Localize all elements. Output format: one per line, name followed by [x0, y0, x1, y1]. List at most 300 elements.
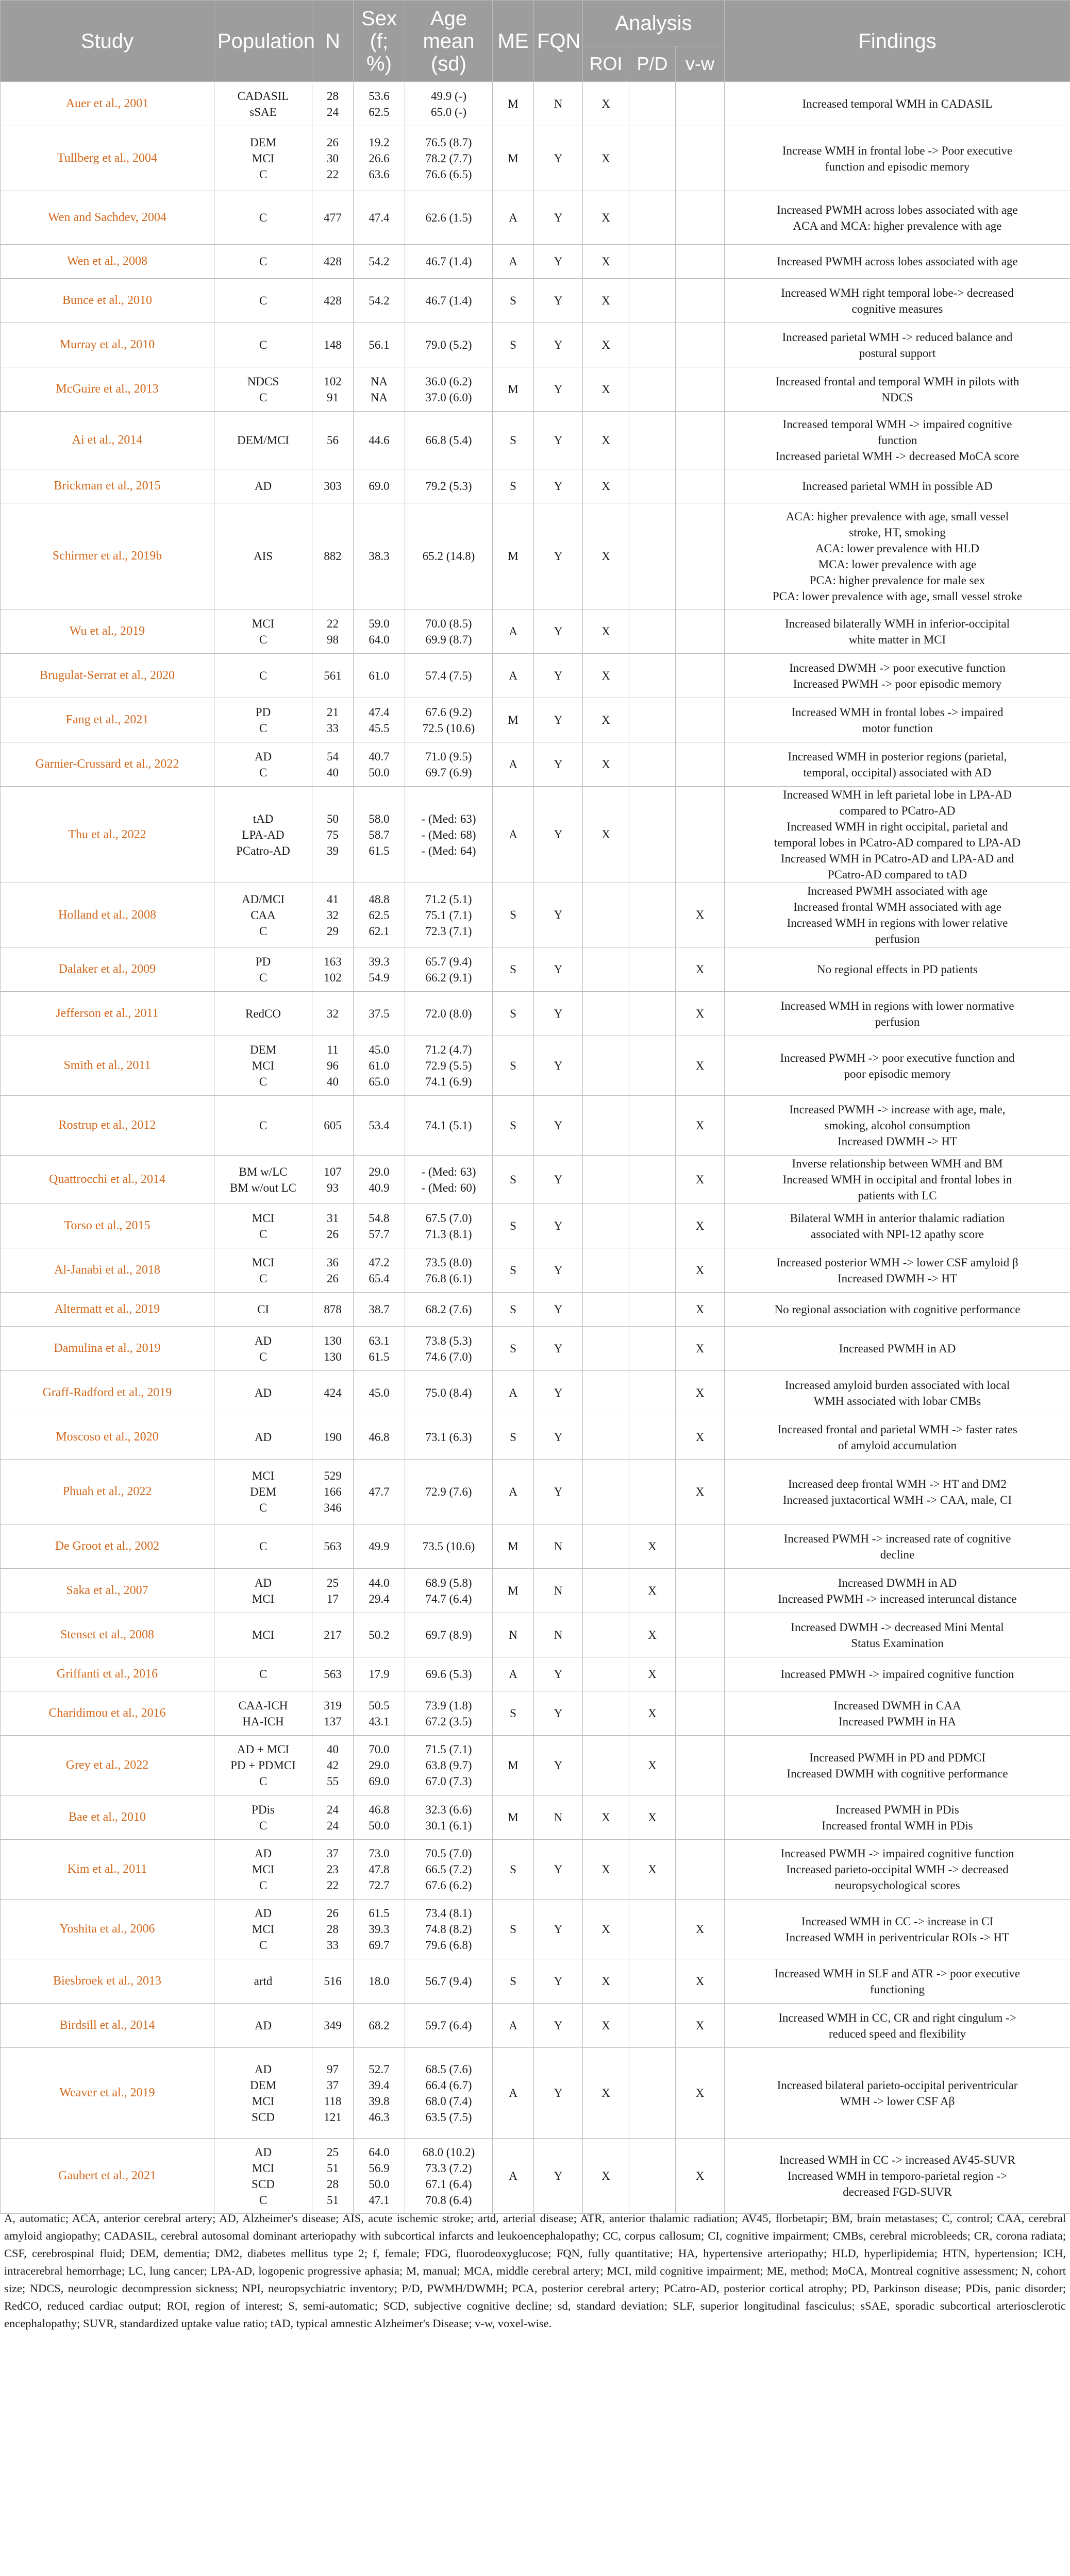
findings-cell-line: Increased DWMH with cognitive performance — [787, 1767, 1008, 1780]
population-cell — [214, 1736, 312, 1795]
study-cell[interactable]: Charidimou et al., 2016 — [1, 1691, 214, 1736]
population-cell-line: C — [259, 211, 268, 224]
method-cell: S — [493, 1293, 534, 1327]
sex-cell-line: 53.4 — [369, 1119, 390, 1132]
method-cell: S — [493, 1415, 534, 1460]
study-cell[interactable]: Wu et al., 2019 — [1, 609, 214, 654]
n-cell-line: 29 — [327, 924, 339, 938]
vw-cell: X — [676, 883, 725, 947]
sex-cell — [354, 2004, 405, 2048]
population-cell — [214, 1096, 312, 1156]
population-cell — [214, 947, 312, 992]
population-cell-line: MCI — [252, 1923, 275, 1936]
vw-cell: X — [676, 1096, 725, 1156]
age-cell — [405, 1460, 493, 1524]
population-cell — [214, 1204, 312, 1248]
study-cell[interactable]: Jefferson et al., 2011 — [1, 992, 214, 1036]
n-cell — [312, 412, 354, 469]
sex-cell-line: 52.7 — [369, 2062, 390, 2076]
study-cell[interactable]: Griffanti et al., 2016 — [1, 1657, 214, 1691]
findings-cell-line: Increased WMH in CC -> increased AV45-SUVR — [779, 2154, 1015, 2166]
study-cell[interactable]: Grey et al., 2022 — [1, 1736, 214, 1795]
age-cell-line: 76.8 (6.1) — [425, 1272, 472, 1285]
population-cell — [214, 412, 312, 469]
age-cell-line: 79.2 (5.3) — [425, 480, 472, 493]
age-cell-line: 79.0 (5.2) — [425, 338, 472, 351]
roi-cell — [583, 1569, 629, 1613]
n-cell — [312, 609, 354, 654]
fqn-cell: Y — [534, 323, 583, 367]
n-cell — [312, 698, 354, 742]
population-cell-line: PD — [255, 955, 271, 968]
population-cell-line: DEM — [249, 1485, 277, 1498]
age-cell — [405, 367, 493, 412]
roi-cell — [583, 1204, 629, 1248]
age-cell-line: 73.5 (8.0) — [425, 1256, 472, 1269]
pd-cell — [629, 1248, 676, 1293]
table-row — [1, 1156, 1070, 1204]
population-cell-line: C — [259, 338, 268, 351]
pd-cell: X — [629, 1795, 676, 1840]
n-cell — [312, 992, 354, 1036]
findings-cell — [725, 191, 1070, 245]
fqn-cell: Y — [534, 1327, 583, 1371]
fqn-cell: Y — [534, 698, 583, 742]
age-cell-line: 37.0 (6.0) — [425, 391, 472, 404]
study-cell[interactable]: Smith et al., 2011 — [1, 1036, 214, 1096]
sex-cell-line: 50.0 — [369, 2177, 390, 2191]
age-cell — [405, 1657, 493, 1691]
study-cell[interactable]: Graff-Radford et al., 2019 — [1, 1371, 214, 1415]
fqn-cell: Y — [534, 1736, 583, 1795]
fqn-cell: Y — [534, 2139, 583, 2214]
n-cell-line: 22 — [327, 168, 339, 181]
findings-cell-line: Increased WMH in occipital and frontal lobes in — [782, 1173, 1012, 1186]
study-cell[interactable]: Birdsill et al., 2014 — [1, 2004, 214, 2048]
table-row — [1, 82, 1070, 126]
study-cell[interactable]: Altermatt et al., 2019 — [1, 1293, 214, 1327]
n-cell — [312, 1524, 354, 1569]
population-cell-line: tAD — [253, 812, 274, 825]
n-cell-line: 118 — [324, 2094, 342, 2108]
findings-cell-line: motor function — [862, 721, 933, 735]
age-cell — [405, 2004, 493, 2048]
population-cell — [214, 787, 312, 883]
n-cell-line: 563 — [324, 1668, 342, 1681]
study-cell[interactable]: Garnier-Crussard et al., 2022 — [1, 742, 214, 787]
table-row — [1, 412, 1070, 469]
findings-cell-line: perfusion — [875, 933, 920, 945]
sex-cell-line: 46.8 — [369, 1431, 390, 1444]
method-cell: S — [493, 992, 534, 1036]
vw-cell: X — [676, 947, 725, 992]
study-cell[interactable]: Holland et al., 2008 — [1, 883, 214, 947]
age-cell — [405, 2139, 493, 2214]
pd-cell — [629, 883, 676, 947]
sex-cell-line: 64.0 — [369, 633, 390, 646]
roi-cell — [583, 1736, 629, 1795]
study-cell[interactable]: Wen et al., 2008 — [1, 245, 214, 279]
study-cell[interactable]: Al-Janabi et al., 2018 — [1, 1248, 214, 1293]
n-cell-line: 40 — [327, 1743, 339, 1756]
study-cell[interactable]: Brickman et al., 2015 — [1, 469, 214, 503]
fqn-cell: Y — [534, 1840, 583, 1900]
population-cell-line: SCD — [252, 2177, 275, 2191]
n-cell-line: 33 — [327, 721, 339, 735]
population-cell — [214, 323, 312, 367]
population-cell-line: AD — [254, 2019, 272, 2032]
table-row — [1, 1327, 1070, 1371]
population-cell — [214, 1795, 312, 1840]
n-cell-line: 190 — [324, 1431, 342, 1444]
age-cell — [405, 1691, 493, 1736]
age-cell — [405, 1036, 493, 1096]
study-cell[interactable]: Gaubert et al., 2021 — [1, 2139, 214, 2214]
sex-cell — [354, 1460, 405, 1524]
method-cell: S — [493, 1959, 534, 2004]
roi-cell — [583, 1036, 629, 1096]
study-cell[interactable]: Brugulat-Serrat et al., 2020 — [1, 654, 214, 698]
population-cell — [214, 245, 312, 279]
n-cell — [312, 82, 354, 126]
sex-cell-line: 58.0 — [369, 812, 390, 825]
age-cell-line: 70.0 (8.5) — [425, 617, 472, 630]
header-study: Study — [1, 1, 214, 82]
vw-cell — [676, 1569, 725, 1613]
n-cell-line: 529 — [324, 1469, 342, 1482]
population-cell-line: C — [259, 633, 268, 646]
study-cell[interactable]: Torso et al., 2015 — [1, 1204, 214, 1248]
population-cell — [214, 2048, 312, 2139]
roi-cell — [583, 992, 629, 1036]
table-row — [1, 1096, 1070, 1156]
population-cell-line: C — [259, 2193, 268, 2207]
n-cell-line: 349 — [324, 2019, 342, 2032]
study-cell[interactable]: Kim et al., 2011 — [1, 1840, 214, 1900]
study-cell[interactable]: Weaver et al., 2019 — [1, 2048, 214, 2139]
population-cell-line: sSAE — [249, 105, 277, 118]
population-cell-line: CADASIL — [237, 89, 289, 103]
n-cell-line: 22 — [327, 617, 339, 630]
study-cell[interactable]: Yoshita et al., 2006 — [1, 1900, 214, 1959]
roi-cell — [583, 1156, 629, 1204]
n-cell-line: 26 — [327, 1227, 339, 1241]
table-row — [1, 503, 1070, 609]
population-cell-line: C — [259, 669, 268, 682]
pd-cell — [629, 1096, 676, 1156]
study-cell[interactable]: Schirmer et al., 2019b — [1, 503, 214, 609]
sex-cell-line: 40.7 — [369, 750, 390, 763]
n-cell-line: 28 — [327, 1923, 339, 1936]
n-cell-line: 102 — [324, 375, 342, 388]
table-row — [1, 2048, 1070, 2139]
n-cell — [312, 2139, 354, 2214]
population-cell — [214, 469, 312, 503]
age-cell-line: 69.6 (5.3) — [425, 1668, 472, 1681]
age-cell-line: 71.3 (8.1) — [425, 1227, 472, 1241]
findings-cell — [725, 742, 1070, 787]
age-cell — [405, 1736, 493, 1795]
study-cell[interactable]: Moscoso et al., 2020 — [1, 1415, 214, 1460]
population-cell — [214, 1657, 312, 1691]
table-row — [1, 367, 1070, 412]
n-cell-line: 55 — [327, 1775, 339, 1788]
findings-cell-line: Increased WMH in CC, CR and right cingulum -> — [778, 2011, 1016, 2024]
findings-cell-line: neuropsychological scores — [834, 1879, 960, 1892]
n-cell — [312, 1691, 354, 1736]
population-cell-line: C — [259, 766, 268, 779]
sex-cell — [354, 609, 405, 654]
age-cell-line: 75.0 (8.4) — [425, 1386, 472, 1399]
vw-cell — [676, 609, 725, 654]
study-cell[interactable]: De Groot et al., 2002 — [1, 1524, 214, 1569]
findings-cell — [725, 883, 1070, 947]
n-cell — [312, 245, 354, 279]
age-cell-line: 70.8 (6.4) — [425, 2193, 472, 2207]
findings-cell-line: temporal, occipital) associated with AD — [803, 766, 992, 779]
study-cell[interactable]: Stenset et al., 2008 — [1, 1613, 214, 1657]
study-cell[interactable]: Quattrocchi et al., 2014 — [1, 1156, 214, 1204]
population-cell-line: MCI — [252, 1863, 275, 1876]
table-row — [1, 323, 1070, 367]
findings-cell-line: Increased WMH in left parietal lobe in LPA-AD — [783, 788, 1012, 801]
pd-cell — [629, 742, 676, 787]
age-cell — [405, 1795, 493, 1840]
sex-cell-line: 62.1 — [369, 924, 390, 938]
population-cell — [214, 992, 312, 1036]
population-cell-line: AD/MCI — [241, 892, 285, 906]
age-cell-line: 73.5 (10.6) — [422, 1540, 475, 1553]
study-cell[interactable]: Fang et al., 2021 — [1, 698, 214, 742]
study-cell[interactable]: Phuah et al., 2022 — [1, 1460, 214, 1524]
sex-cell-line: NA — [370, 391, 388, 404]
study-cell[interactable]: Auer et al., 2001 — [1, 82, 214, 126]
sex-cell — [354, 787, 405, 883]
method-cell: S — [493, 1156, 534, 1204]
age-cell-line: 76.5 (8.7) — [425, 136, 472, 149]
findings-cell-line: reduced speed and flexibility — [828, 2027, 966, 2040]
method-cell: S — [493, 469, 534, 503]
findings-cell-line: ACA and MCA: higher prevalence with age — [793, 219, 1002, 232]
findings-cell — [725, 1096, 1070, 1156]
sex-cell-line: 61.5 — [369, 1907, 390, 1920]
fqn-cell: Y — [534, 947, 583, 992]
header-n: N — [312, 1, 354, 82]
findings-cell-line: Increased PWMH in PDis — [835, 1803, 959, 1816]
sex-cell-line: 45.0 — [369, 1043, 390, 1056]
population-cell — [214, 1900, 312, 1959]
pd-cell — [629, 654, 676, 698]
population-cell — [214, 367, 312, 412]
vw-cell — [676, 279, 725, 323]
sex-cell-line: 47.8 — [369, 1863, 390, 1876]
findings-cell-line: cognitive measures — [851, 302, 943, 315]
n-cell — [312, 1096, 354, 1156]
findings-cell-line: Increase WMH in frontal lobe -> Poor executive — [782, 144, 1013, 157]
n-cell-line: 96 — [327, 1059, 339, 1072]
fqn-cell: Y — [534, 787, 583, 883]
n-cell-line: 51 — [327, 2193, 339, 2207]
study-cell[interactable]: Damulina et al., 2019 — [1, 1327, 214, 1371]
population-cell-line: C — [259, 1819, 268, 1832]
sex-cell-line: 53.6 — [369, 89, 390, 103]
sex-cell — [354, 1613, 405, 1657]
n-cell-line: 23 — [327, 1863, 339, 1876]
study-cell[interactable]: McGuire et al., 2013 — [1, 367, 214, 412]
sex-cell-line: 47.1 — [369, 2193, 390, 2207]
findings-cell — [725, 609, 1070, 654]
vw-cell — [676, 1657, 725, 1691]
findings-cell — [725, 126, 1070, 191]
population-cell-line: C — [259, 255, 268, 268]
findings-cell-line: Increased DWMH in CAA — [833, 1699, 961, 1712]
findings-cell-line: Increased posterior WMH -> lower CSF amyloid β — [776, 1256, 1018, 1269]
study-cell[interactable]: Saka et al., 2007 — [1, 1569, 214, 1613]
table-row — [1, 469, 1070, 503]
sex-cell — [354, 947, 405, 992]
n-cell — [312, 1156, 354, 1204]
header-analysis: Analysis — [583, 1, 725, 46]
method-cell: M — [493, 1569, 534, 1613]
population-cell-line: C — [259, 391, 268, 404]
fqn-cell: Y — [534, 126, 583, 191]
study-cell[interactable]: Dalaker et al., 2009 — [1, 947, 214, 992]
age-cell-line: 46.7 (1.4) — [425, 255, 472, 268]
findings-cell — [725, 1293, 1070, 1327]
age-cell-line: 68.0 (10.2) — [422, 2145, 475, 2159]
method-cell: S — [493, 412, 534, 469]
n-cell-line: 121 — [324, 2110, 342, 2124]
vw-cell: X — [676, 2048, 725, 2139]
n-cell-line: 32 — [327, 1007, 339, 1020]
findings-cell — [725, 1327, 1070, 1371]
age-cell-line: 74.6 (7.0) — [425, 1350, 472, 1363]
study-cell[interactable]: Thu et al., 2022 — [1, 787, 214, 883]
sex-cell — [354, 1371, 405, 1415]
roi-cell — [583, 1657, 629, 1691]
pd-cell — [629, 367, 676, 412]
population-cell-line: C — [259, 1939, 268, 1952]
n-cell — [312, 1900, 354, 1959]
sex-cell — [354, 82, 405, 126]
age-cell-line: 65.7 (9.4) — [425, 955, 472, 968]
roi-cell: X — [583, 279, 629, 323]
n-cell-line: 428 — [324, 255, 342, 268]
table-row — [1, 1613, 1070, 1657]
study-cell[interactable]: Tullberg et al., 2004 — [1, 126, 214, 191]
findings-cell-line: Increased PWMH in AD — [839, 1342, 956, 1355]
n-cell-line: 17 — [327, 1592, 339, 1605]
findings-cell-line: functioning — [870, 1982, 925, 1996]
population-cell-line: MCI — [252, 2161, 275, 2175]
findings-cell — [725, 1657, 1070, 1691]
vw-cell: X — [676, 2139, 725, 2214]
vw-cell: X — [676, 1415, 725, 1460]
age-cell — [405, 742, 493, 787]
method-cell: A — [493, 245, 534, 279]
study-cell[interactable]: Bunce et al., 2010 — [1, 279, 214, 323]
n-cell-line: 37 — [327, 1847, 339, 1860]
population-cell-line: C — [259, 1668, 268, 1681]
vw-cell — [676, 126, 725, 191]
findings-cell-line: Increased parietal WMH -> reduced balance and — [782, 330, 1013, 344]
age-cell-line: 73.4 (8.1) — [425, 1907, 472, 1920]
sex-cell — [354, 1795, 405, 1840]
fqn-cell: Y — [534, 1293, 583, 1327]
age-cell-line: 30.1 (6.1) — [425, 1819, 472, 1832]
population-cell — [214, 1460, 312, 1524]
age-cell — [405, 1293, 493, 1327]
vw-cell — [676, 787, 725, 883]
sex-cell — [354, 883, 405, 947]
findings-cell — [725, 2048, 1070, 2139]
findings-cell-line: Increased deep frontal WMH -> HT and DM2 — [788, 1477, 1007, 1490]
findings-cell-line: Increased PMWH -> impaired cognitive function — [780, 1668, 1014, 1681]
study-cell[interactable]: Biesbroek et al., 2013 — [1, 1959, 214, 2004]
population-cell — [214, 1371, 312, 1415]
population-cell-line: MCI — [252, 152, 275, 165]
sex-cell — [354, 2139, 405, 2214]
findings-cell — [725, 1415, 1070, 1460]
n-cell-line: 36 — [327, 1256, 339, 1269]
table-row — [1, 1524, 1070, 1569]
roi-cell: X — [583, 82, 629, 126]
vw-cell — [676, 1736, 725, 1795]
age-cell — [405, 1204, 493, 1248]
population-cell-line: CI — [257, 1303, 269, 1316]
age-cell — [405, 947, 493, 992]
vw-cell — [676, 1840, 725, 1900]
pd-cell: X — [629, 1840, 676, 1900]
method-cell: S — [493, 1840, 534, 1900]
fqn-cell: Y — [534, 1248, 583, 1293]
sex-cell-line: 39.3 — [369, 1923, 390, 1936]
findings-cell-line: compared to PCatro-AD — [839, 804, 956, 817]
pd-cell: X — [629, 1657, 676, 1691]
findings-cell — [725, 1840, 1070, 1900]
sex-cell — [354, 126, 405, 191]
findings-cell-line: white matter in MCI — [848, 633, 946, 646]
population-cell-line: DEM — [249, 1043, 277, 1056]
findings-cell — [725, 1036, 1070, 1096]
pd-cell — [629, 947, 676, 992]
n-cell-line: 24 — [327, 105, 339, 118]
age-cell-line: 68.9 (5.8) — [425, 1576, 472, 1589]
age-cell — [405, 787, 493, 883]
n-cell — [312, 1795, 354, 1840]
abbreviations-footnote: A, automatic; ACA, anterior cerebral artery; AD, Alzheimer's disease; AIS, acute ischemic stroke; artd, arterial disease; ATR, anterior thalamic radiation; AV45, florbetapir; BM, brain metastases; C, control; CAA, cerebral amyloid angiopathy; CADASIL, cerebral autosomal dominant arteriopathy with subcortical infarcts and leukoencephalopathy; CC, corpus callosum; CI, cognitive impairment; CMBs, cerebral microbleeds; CR, corona radiata; CSF, cerebrospinal fluid; DEM, dementia; DM2, diabetes mellitus type 2; f, female; FDG, fluorodeoxyglucose; FQN, fully quantitative; HA, hypertensive arteriopathy; HLD, hyperlipidemia; HTN, hypertension; ICH, intracerebral hemorrhage; LC, lung cancer; LPA-AD, logopenic progressive aphasia; M, manual; MCA, middle cerebral artery; MCI, mild cognitive impairment; ME, method; MoCA, Montreal cognitive assessment; N, cohort size; NDCS, neurologic decompression sickness; NPI, neuropsychiatric inventory; P/D, PWMH/DWMH; PCA, posterior cerebral artery; PCatro-AD, posterior cortical atrophy; PD, Parkinson disease; PDis, panic disorder; RedCO, reduced cardiac output; ROI, region of interest; S, semi-automatic; SCD, subjective cognitive decline; sd, standard deviation; SLF, superior longitudinal fasciculus; sSAE, sporadic subcortical arteriosclerotic encephalopathy; SUVR, standardized uptake value ratio; tAD, typical amnestic Alzheimer's Disease; v-w, voxel-wise. — [4, 2212, 1066, 2330]
study-cell[interactable]: Wen and Sachdev, 2004 — [1, 191, 214, 245]
fqn-cell: Y — [534, 1657, 583, 1691]
population-cell — [214, 82, 312, 126]
method-cell: A — [493, 2139, 534, 2214]
study-cell[interactable]: Bae et al., 2010 — [1, 1795, 214, 1840]
population-cell-line: AIS — [253, 550, 273, 563]
population-cell — [214, 654, 312, 698]
age-cell-line: 68.0 (7.4) — [425, 2094, 472, 2108]
findings-cell-line: associated with NPI-12 apathy score — [811, 1227, 984, 1241]
findings-cell-line: Increased WMH in regions with lower normative — [780, 999, 1014, 1012]
study-cell[interactable]: Rostrup et al., 2012 — [1, 1096, 214, 1156]
population-cell-line: AD — [254, 1431, 272, 1444]
study-cell[interactable]: Ai et al., 2014 — [1, 412, 214, 469]
findings-cell — [725, 1900, 1070, 1959]
sex-cell — [354, 698, 405, 742]
findings-cell-line: Increased DWMH -> HT — [837, 1135, 958, 1148]
age-cell-line: 65.2 (14.8) — [422, 550, 475, 563]
study-cell[interactable]: Murray et al., 2010 — [1, 323, 214, 367]
n-cell-line: 148 — [324, 338, 342, 351]
